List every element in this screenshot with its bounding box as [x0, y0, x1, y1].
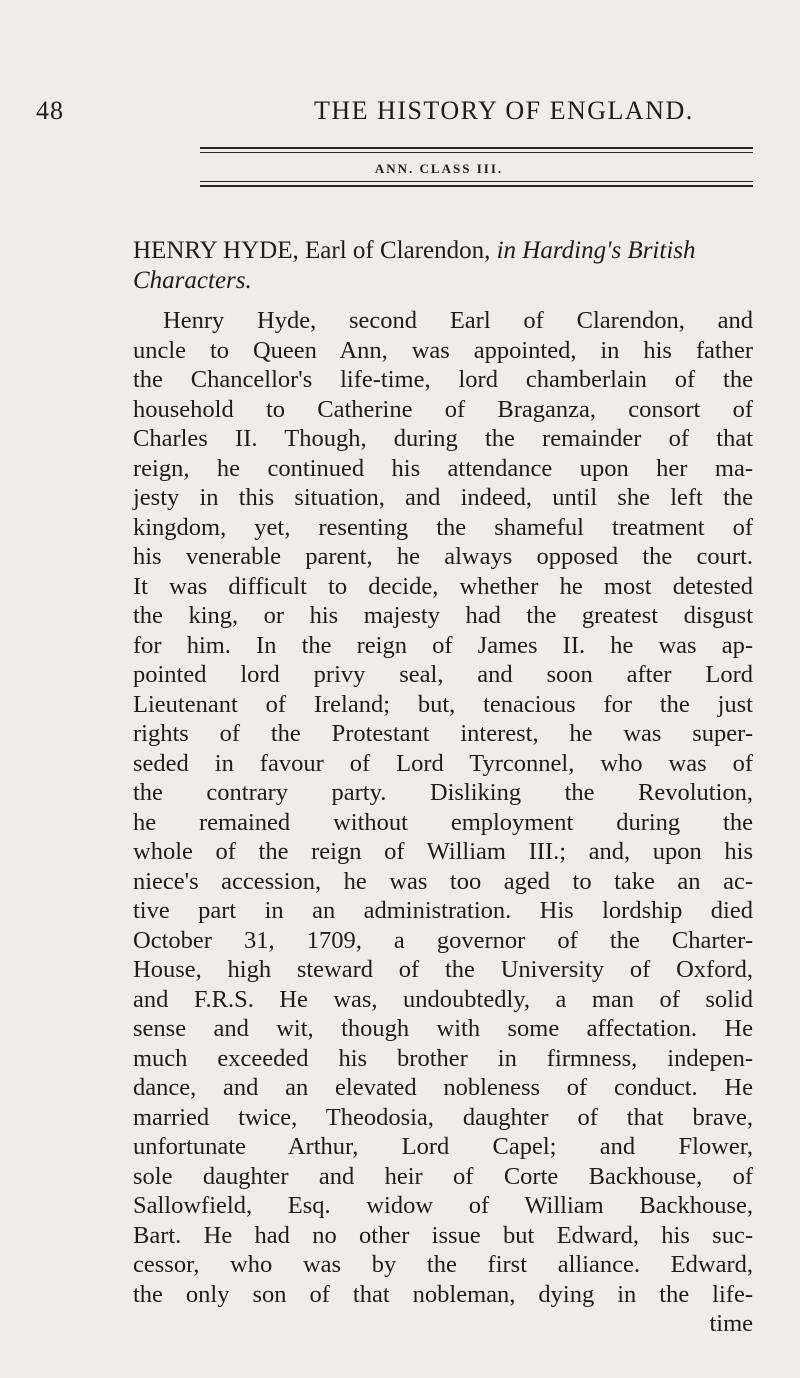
body-line: uncle to Queen Ann, was appointed, in his father: [133, 336, 753, 364]
body-line: October 31, 1709, a governor of the Charter-: [133, 926, 753, 954]
entry-heading: [133, 236, 748, 296]
body-line: the only son of that nobleman, dying in the life-: [133, 1280, 753, 1308]
body-line: time: [709, 1310, 753, 1337]
body-line: Bart. He had no other issue but Edward, his suc-: [133, 1221, 753, 1249]
body-line: the Chancellor's life-time, lord chamberlain of the: [133, 366, 753, 393]
body-line: the contrary party. Disliking the Revolution,: [133, 779, 753, 806]
body-line: Sallowfield, Esq. widow of William Backhouse,: [133, 1192, 753, 1219]
body-line: reign, he continued his attendance upon her ma-: [133, 454, 753, 482]
body-line: his venerable parent, he always opposed the court.: [133, 543, 753, 570]
body-line: pointed lord privy seal, and soon after Lord: [133, 661, 753, 688]
body-text: [133, 306, 753, 1339]
body-line: It was difficult to decide, whether he most detested: [133, 572, 753, 600]
body-line: unfortunate Arthur, Lord Capel; and Flower,: [133, 1133, 753, 1160]
body-line: House, high steward of the University of Oxford,: [133, 956, 753, 983]
body-line: Henry Hyde, second Earl of Clarendon, and: [163, 307, 753, 334]
body-line: kingdom, yet, resenting the shameful treatment of: [133, 513, 753, 541]
body-line: married twice, Theodosia, daughter of that brave,: [133, 1103, 753, 1131]
page-number: 48: [36, 96, 64, 125]
entry-heading-name: HENRY HYDE,: [133, 237, 299, 264]
section-label: ANN. CLASS III.: [374, 161, 504, 176]
body-line: whole of the reign of William III.; and, upon his: [133, 838, 753, 865]
body-line: rights of the Protestant interest, he was super-: [133, 720, 753, 747]
rule-bottom-thick: [200, 185, 753, 187]
body-line: cessor, who was by the first alliance. Edward,: [133, 1251, 753, 1278]
running-title: THE HISTORY OF ENGLAND.: [314, 96, 694, 125]
body-line: much exceeded his brother in firmness, indepen-: [133, 1044, 753, 1072]
body-line: the king, or his majesty had the greatest disgust: [133, 602, 753, 629]
body-line: Charles II. Though, during the remainder of that: [133, 425, 753, 452]
body-line: Lieutenant of Ireland; but, tenacious for the just: [133, 690, 753, 718]
body-line: and F.R.S. He was, undoubtedly, a man of solid: [133, 985, 753, 1013]
entry-heading-source: in Harding's British Characters.: [133, 237, 696, 294]
body-line: household to Catherine of Braganza, consort of: [133, 395, 753, 423]
body-line: for him. In the reign of James II. he was ap-: [133, 631, 753, 659]
body-line: seded in favour of Lord Tyrconnel, who was of: [133, 749, 753, 777]
body-line: jesty in this situation, and indeed, until she left the: [133, 484, 753, 511]
rule-top-thin: [200, 152, 753, 153]
body-line: sole daughter and heir of Corte Backhouse, of: [133, 1162, 753, 1190]
body-line: tive part in an administration. His lordship died: [133, 897, 753, 924]
body-line: he remained without employment during the: [133, 808, 753, 836]
body-line: dance, and an elevated nobleness of conduct. He: [133, 1074, 753, 1101]
rule-top-thick: [200, 147, 753, 149]
entry-heading-title: Earl of Clarendon,: [298, 237, 497, 264]
body-line: niece's accession, he was too aged to take an ac-: [133, 867, 753, 895]
rule-bottom-thin: [200, 181, 753, 182]
body-line: sense and wit, though with some affectation. He: [133, 1015, 753, 1042]
